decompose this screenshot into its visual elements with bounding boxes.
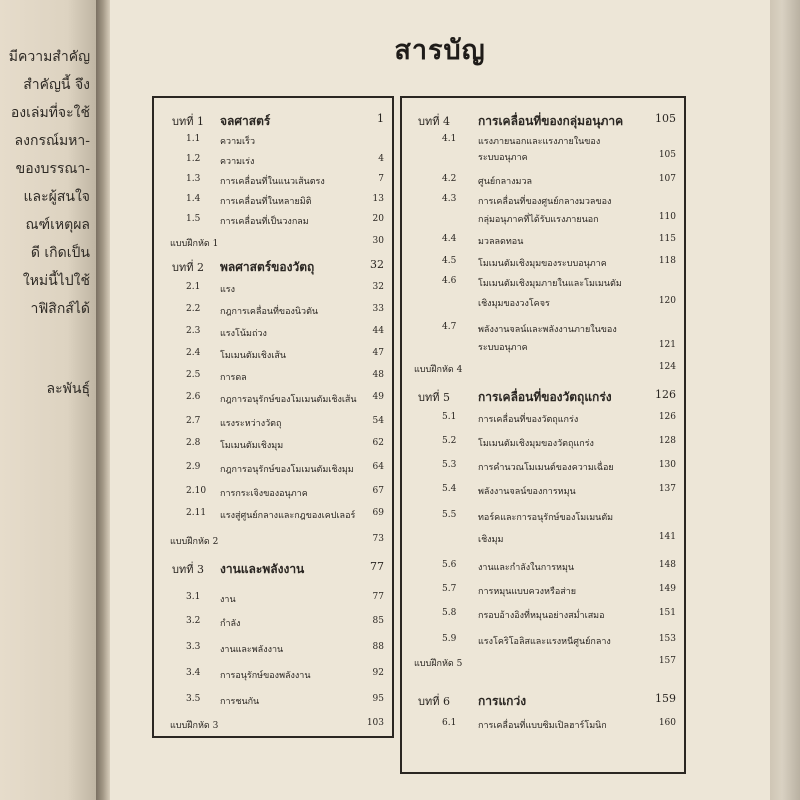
chapter-title: จลศาสตร์: [220, 114, 271, 128]
previous-page-line: องเล่มที่จะใช้: [10, 105, 90, 121]
entry-title: โมเมนตัมเชิงมุมของระบบอนุภาค: [478, 259, 607, 269]
section-number: 3.3: [186, 642, 201, 652]
entry-title: กรอบอ้างอิงที่หมุนอย่างสม่ำเสมอ: [478, 611, 605, 621]
section-number: 1.4: [186, 194, 201, 204]
previous-page-line: สำคัญนี้ จึง: [23, 77, 90, 93]
section-number: 2.5: [186, 370, 201, 380]
chapter-title: การเคลื่อนที่ของวัตถุแกร่ง: [478, 390, 612, 404]
entry-title: การคำนวณโมเมนต์ของความเฉื่อย: [478, 463, 614, 473]
page-number: 160: [658, 718, 676, 728]
section-number: 2.8: [186, 438, 201, 448]
page-number: 118: [658, 256, 676, 266]
entry-title: การเคลื่อนที่ในหลายมิติ: [220, 197, 312, 207]
page-edge: [770, 0, 800, 800]
section-number: 2.1: [186, 282, 201, 292]
page-number: 128: [658, 436, 676, 446]
section-number: 4.3: [442, 194, 457, 204]
section-number: 5.7: [442, 584, 457, 594]
page-number: 33: [372, 304, 384, 314]
chapter-title: พลศาสตร์ของวัตถุ: [220, 260, 315, 274]
entry-title: แรงภายนอกและแรงภายในของ: [478, 137, 601, 147]
entry-title: แรง: [220, 285, 236, 295]
toc-right-column: [400, 96, 686, 774]
entry-title: แรงโคริโอลิสและแรงหนีศูนย์กลาง: [478, 637, 611, 647]
entry-title: แบบฝึกหัด 2: [170, 537, 219, 547]
entry-title: การกระเจิงของอนุภาค: [220, 489, 308, 499]
section-number: 5.8: [442, 608, 457, 618]
entry-title: ศูนย์กลางมวล: [478, 177, 533, 187]
section-number: 1.5: [186, 214, 201, 224]
entry-title: กฎการอนุรักษ์ของโมเมนตัมเชิงมุม: [220, 465, 354, 475]
section-number: 3.2: [186, 616, 201, 626]
page-number: 141: [658, 532, 676, 542]
entry-title: แบบฝึกหัด 3: [170, 721, 219, 731]
page-number: 85: [372, 616, 384, 626]
entry-title: ความเร็ว: [220, 137, 256, 147]
entry-title: พลังงานจลน์และพลังงานภายในของ: [478, 325, 617, 335]
chapter-number: บทที่ 1: [172, 115, 204, 128]
entry-title: กำลัง: [220, 619, 241, 629]
page-number: 54: [372, 416, 384, 426]
entry-title: โมเมนตัมเชิงเส้น: [220, 351, 287, 361]
entry-title: แรงโน้มถ่วง: [220, 329, 267, 339]
page-number: 44: [372, 326, 384, 336]
section-number: 4.4: [442, 234, 457, 244]
previous-page-line: ของบรรณา-: [15, 161, 90, 177]
section-number: 5.9: [442, 634, 457, 644]
section-number: 5.3: [442, 460, 457, 470]
section-number: 5.4: [442, 484, 457, 494]
page-number: 159: [655, 692, 676, 705]
entry-title: ทอร์คและการอนุรักษ์ของโมเมนตัม: [478, 513, 614, 523]
page-number: 47: [372, 348, 384, 358]
previous-page-line: ดี เกิดเป็น: [30, 245, 90, 261]
page-number: 126: [655, 388, 676, 401]
section-number: 3.1: [186, 592, 201, 602]
entry-title: แบบฝึกหัด 1: [170, 239, 219, 249]
section-number: 2.9: [186, 462, 201, 472]
page-number: 153: [658, 634, 676, 644]
entry-title: งานและกำลังในการหมุน: [478, 563, 575, 573]
chapter-number: บทที่ 2: [172, 261, 204, 274]
chapter-title: การเคลื่อนที่ของกลุ่มอนุภาค: [478, 114, 624, 128]
chapter-number: บทที่ 5: [418, 391, 450, 404]
section-number: 6.1: [442, 718, 457, 728]
entry-title: การเคลื่อนที่ในแนวเส้นตรง: [220, 177, 325, 187]
entry-title: ระบบอนุภาค: [478, 343, 528, 353]
page-number: 148: [658, 560, 676, 570]
entry-title: มวลลดทอน: [478, 237, 524, 247]
previous-page-line: าฟิสิกส์ได้: [30, 301, 90, 317]
entry-title: กฎการอนุรักษ์ของโมเมนตัมเชิงเส้น: [220, 395, 357, 405]
section-number: 1.1: [186, 134, 201, 144]
page-number: 49: [372, 392, 384, 402]
page-number: 103: [366, 718, 384, 728]
page-number: 107: [658, 174, 676, 184]
page-number: 115: [658, 234, 676, 244]
entry-title: การอนุรักษ์ของพลังงาน: [220, 671, 311, 681]
page-number: 120: [658, 296, 676, 306]
section-number: 3.4: [186, 668, 201, 678]
page-number: 77: [372, 592, 384, 602]
section-number: 2.4: [186, 348, 201, 358]
book-gutter: [96, 0, 110, 800]
section-number: 2.7: [186, 416, 201, 426]
entry-title: กฎการเคลื่อนที่ของนิวตัน: [220, 307, 319, 317]
entry-title: การดล: [220, 373, 247, 383]
page-number: 64: [372, 462, 384, 472]
entry-title: การหมุนแบบควงหรือส่าย: [478, 587, 577, 597]
chapter-title: การแกว่ง: [478, 694, 527, 708]
section-number: 4.5: [442, 256, 457, 266]
entry-title: งาน: [220, 595, 236, 605]
page-number: 137: [658, 484, 676, 494]
section-number: 4.1: [442, 134, 457, 144]
section-number: 2.3: [186, 326, 201, 336]
page-number: 149: [658, 584, 676, 594]
page-number: 4: [378, 154, 384, 164]
previous-page-line: ใหม่นี้ไปใช้: [22, 273, 90, 289]
chapter-number: บทที่ 3: [172, 563, 204, 576]
page-number: 13: [372, 194, 384, 204]
page-number: 105: [658, 150, 676, 160]
entry-title: งานและพลังงาน: [220, 645, 284, 655]
chapter-number: บทที่ 6: [418, 695, 450, 708]
page-title: สารบัญ: [394, 35, 486, 66]
page-number: 1: [377, 112, 384, 125]
entry-title: โมเมนตัมเชิงมุมของวัตถุแกร่ง: [478, 439, 594, 449]
page-number: 67: [372, 486, 384, 496]
entry-title: แบบฝึกหัด 4: [414, 365, 463, 375]
page-number: 88: [372, 642, 384, 652]
entry-title: แรงสู่ศูนย์กลางและกฎของเคปเลอร์: [220, 511, 356, 521]
page-number: 73: [372, 534, 384, 544]
previous-page-line: ละพันธุ์: [46, 381, 90, 397]
previous-page-line: ลงกรณ์มหา-: [14, 133, 90, 149]
section-number: 1.2: [186, 154, 201, 164]
page-number: 110: [658, 212, 676, 222]
page-number: 105: [655, 112, 676, 125]
page-number: 126: [658, 412, 676, 422]
page-number: 7: [378, 174, 384, 184]
section-number: 2.6: [186, 392, 201, 402]
page-number: 130: [658, 460, 676, 470]
entry-title: การเคลื่อนที่แบบซิมเปิลฮาร์โมนิก: [478, 721, 607, 731]
page-number: 62: [372, 438, 384, 448]
entry-title: การชนกัน: [220, 697, 260, 707]
previous-page-line: มีความสำคัญ: [8, 49, 90, 65]
section-number: 2.11: [186, 508, 207, 518]
page-number: 151: [658, 608, 676, 618]
page-number: 157: [658, 656, 676, 666]
page-number: 95: [372, 694, 384, 704]
page-number: 32: [370, 258, 384, 271]
entry-title: พลังงานจลน์ของการหมุน: [478, 487, 576, 497]
section-number: 5.2: [442, 436, 457, 446]
entry-title: การเคลื่อนที่ของวัตถุแกร่ง: [478, 415, 579, 425]
page-number: 30: [372, 236, 384, 246]
entry-title: เชิงมุมของวงโคจร: [478, 299, 550, 309]
chapter-title: งานและพลังงาน: [220, 562, 305, 576]
entry-title: เชิงมุม: [478, 535, 504, 545]
section-number: 4.2: [442, 174, 457, 184]
entry-title: โมเมนตัมเชิงมุมภายในและโมเมนตัม: [478, 279, 622, 289]
entry-title: ความเร่ง: [220, 157, 255, 167]
page-number: 124: [658, 362, 676, 372]
page-number: 20: [372, 214, 384, 224]
toc-left-column: [152, 96, 394, 738]
page-number: 32: [372, 282, 384, 292]
section-number: 1.3: [186, 174, 201, 184]
page-number: 92: [372, 668, 384, 678]
section-number: 2.10: [186, 486, 207, 496]
toc-page: [110, 0, 770, 800]
entry-title: การเคลื่อนที่ของศูนย์กลางมวลของ: [478, 197, 612, 207]
entry-title: แรงระหว่างวัตถุ: [220, 419, 282, 429]
section-number: 4.6: [442, 276, 457, 286]
entry-title: กลุ่มอนุภาคที่ได้รับแรงภายนอก: [478, 215, 599, 225]
section-number: 5.1: [442, 412, 457, 422]
entry-title: ระบบอนุภาค: [478, 153, 528, 163]
chapter-number: บทที่ 4: [418, 115, 450, 128]
entry-title: การเคลื่อนที่เป็นวงกลม: [220, 217, 309, 227]
previous-page-line: และผู้สนใจ: [23, 189, 90, 205]
section-number: 4.7: [442, 322, 457, 332]
section-number: 5.6: [442, 560, 457, 570]
section-number: 2.2: [186, 304, 201, 314]
section-number: 5.5: [442, 510, 457, 520]
entry-title: โมเมนตัมเชิงมุม: [220, 441, 284, 451]
previous-page: [0, 0, 96, 800]
page-number: 69: [372, 508, 384, 518]
page-number: 48: [372, 370, 384, 380]
entry-title: แบบฝึกหัด 5: [414, 659, 463, 669]
previous-page-line: ณฑ์เหตุผล: [25, 217, 90, 233]
page-number: 121: [658, 340, 676, 350]
section-number: 3.5: [186, 694, 201, 704]
page-number: 77: [370, 560, 384, 573]
